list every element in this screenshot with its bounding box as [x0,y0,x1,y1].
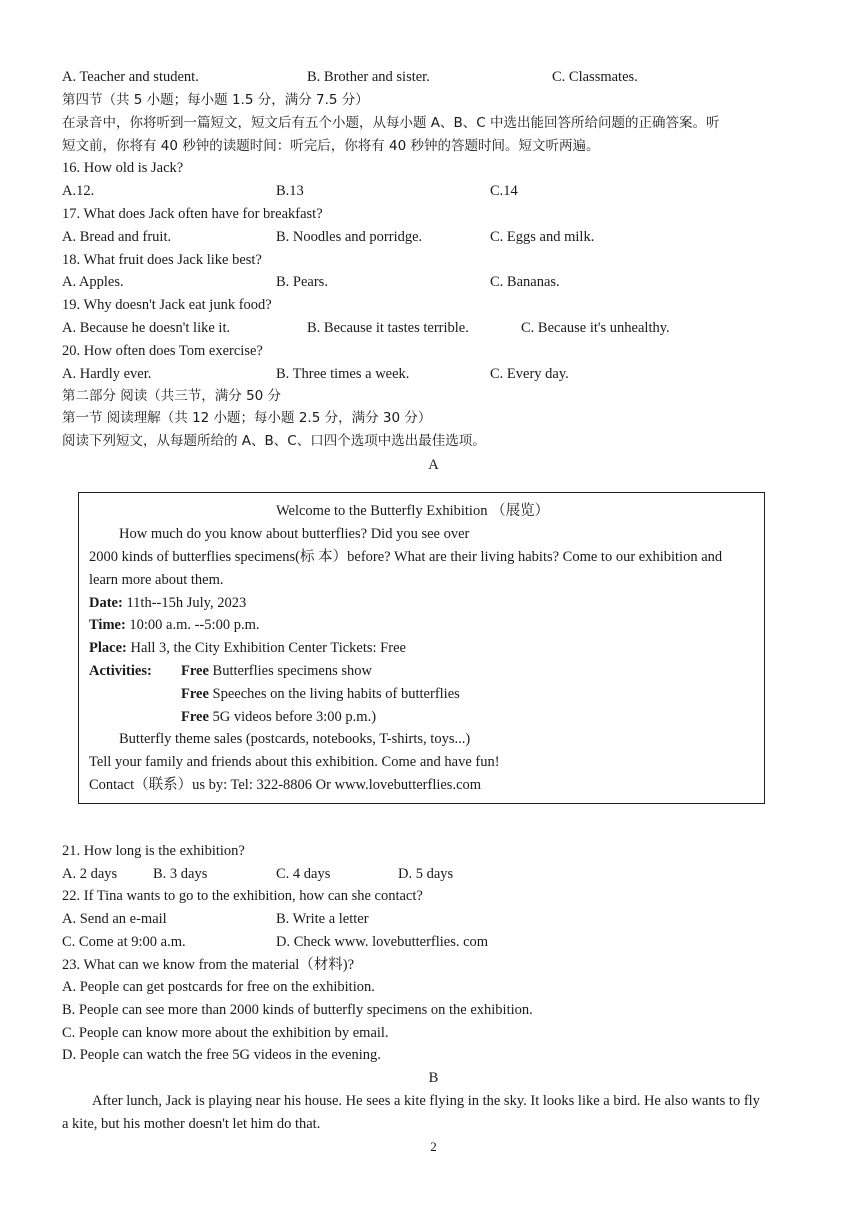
question-21: 21. How long is the exhibition? [62,843,245,859]
notice-tell: Tell your family and friends about this exhibition. Come and have fun! [89,754,500,770]
q18-option-b: B. Pears. [276,274,328,290]
q21-option-d: D. 5 days [398,866,454,882]
q21-option-c: C. 4 days [276,866,331,882]
activity-free-label: Free [181,686,209,702]
activity-item [181,662,372,680]
activity-text: 5G videos before 3:00 p.m.) [208,709,377,725]
time-value: 10:00 a.m. --5:00 p.m. [125,617,260,633]
date-value: 11th--15h July, 2023 [122,595,247,611]
notice-intro-line3: learn more about them. [89,572,224,588]
q23-option-d: D. People can watch the free 5G videos in the evening. [62,1047,381,1063]
q19-option-c: C. Because it's unhealthy. [521,320,670,336]
q19-option-a: A. Because he doesn't like it. [62,320,231,336]
activity-item [181,708,376,726]
q15-option-a: A. Teacher and student. [62,69,199,85]
notice-intro-line1: How much do you know about butterflies? Did you see over [119,526,470,542]
q21-option-a: A. 2 days [62,866,118,882]
q20-option-a: A. Hardly ever. [62,366,152,382]
date-label: Date: [89,595,123,611]
activities-label-text: Activities: [89,663,152,679]
page-number: 2 [430,1139,437,1154]
q22-option-a: A. Send an e-mail [62,911,167,927]
q17-option-b: B. Noodles and porridge. [276,229,423,245]
notice-sales: Butterfly theme sales (postcards, notebooks, T-shirts, toys...) [119,731,471,747]
activity-free-label: Free [181,663,209,679]
place-value: Hall 3, the City Exhibition Center Tickets: Free [126,640,406,656]
reading-section1-title: 第一节 阅读理解（共 12 小题；每小题 2.5 分，满分 30 分） [62,410,432,426]
q21-option-b: B. 3 days [153,866,208,882]
q15-option-b: B. Brother and sister. [307,69,430,85]
notice-contact: Contact（联系）us by: Tel: 322-8806 Or www.lovebutterflies.com [89,777,482,793]
q16-option-b: B.13 [276,183,304,199]
q17-option-c: C. Eggs and milk. [490,229,595,245]
passage-b-line1: After lunch, Jack is playing near his house. He sees a kite flying in the sky. It looks like a bird. He also wants to fly [92,1093,760,1109]
notice-intro-line2: 2000 kinds of butterflies specimens(标 本）before? What are their living habits? Come to our exhibition and [89,549,723,565]
part2-title: 第二部分 阅读（共三节，满分 50 分 [62,388,282,404]
question-22: 22. If Tina wants to go to the exhibition, how can she contact? [62,888,423,904]
q19-option-b: B. Because it tastes terrible. [307,320,469,336]
activity-item [181,685,460,703]
notice-time [89,616,260,634]
question-17: 17. What does Jack often have for breakfast? [62,206,323,222]
time-label: Time: [89,617,126,633]
place-label: Place: [89,640,127,656]
q18-option-a: A. Apples. [62,274,124,290]
passage-b-label: B [428,1070,439,1086]
section4-instruction-line2: 短文前，你将有 40 秒钟的读题时间：听完后，你将有 40 秒钟的答题时间。短文听两遍。 [62,138,600,154]
q23-option-a: A. People can get postcards for free on the exhibition. [62,979,375,995]
question-16: 16. How old is Jack? [62,160,184,176]
notice-title: Welcome to the Butterfly Exhibition （展览） [276,503,550,519]
q17-option-a: A. Bread and fruit. [62,229,172,245]
section4-title: 第四节（共 5 小题；每小题 1.5 分，满分 7.5 分） [62,92,369,108]
q23-option-b: B. People can see more than 2000 kinds of butterfly specimens on the exhibition. [62,1002,533,1018]
q22-option-c: C. Come at 9:00 a.m. [62,934,186,950]
q16-option-c: C.14 [490,183,518,199]
q20-option-b: B. Three times a week. [276,366,410,382]
q15-option-c: C. Classmates. [552,69,638,85]
question-23: 23. What can we know from the material（材料)? [62,957,355,973]
activity-text: Speeches on the living habits of butterflies [208,686,460,702]
passage-b-line2: a kite, but his mother doesn't let him do that. [62,1116,321,1132]
q22-option-d: D. Check www. lovebutterflies. com [276,934,489,950]
q18-option-c: C. Bananas. [490,274,560,290]
notice-date [89,594,246,612]
question-19: 19. Why doesn't Jack eat junk food? [62,297,272,313]
q23-option-c: C. People can know more about the exhibition by email. [62,1025,389,1041]
question-20: 20. How often does Tom exercise? [62,343,263,359]
notice-activities-label [89,662,152,680]
reading-instruction: 阅读下列短文，从每题所给的 A、B、C、口四个选项中选出最佳选项。 [62,433,486,449]
q20-option-c: C. Every day. [490,366,569,382]
question-18: 18. What fruit does Jack like best? [62,252,262,268]
q22-option-b: B. Write a letter [276,911,369,927]
q16-option-a: A.12. [62,183,95,199]
section4-instruction-line1: 在录音中，你将听到一篇短文，短文后有五个小题，从每小题 A、B、C 中选出能回答所给问题的正确答案。听 [62,115,720,131]
activity-text: Butterflies specimens show [208,663,373,679]
notice-place [89,639,406,657]
activity-free-label: Free [181,709,209,725]
passage-a-label: A [428,457,439,473]
